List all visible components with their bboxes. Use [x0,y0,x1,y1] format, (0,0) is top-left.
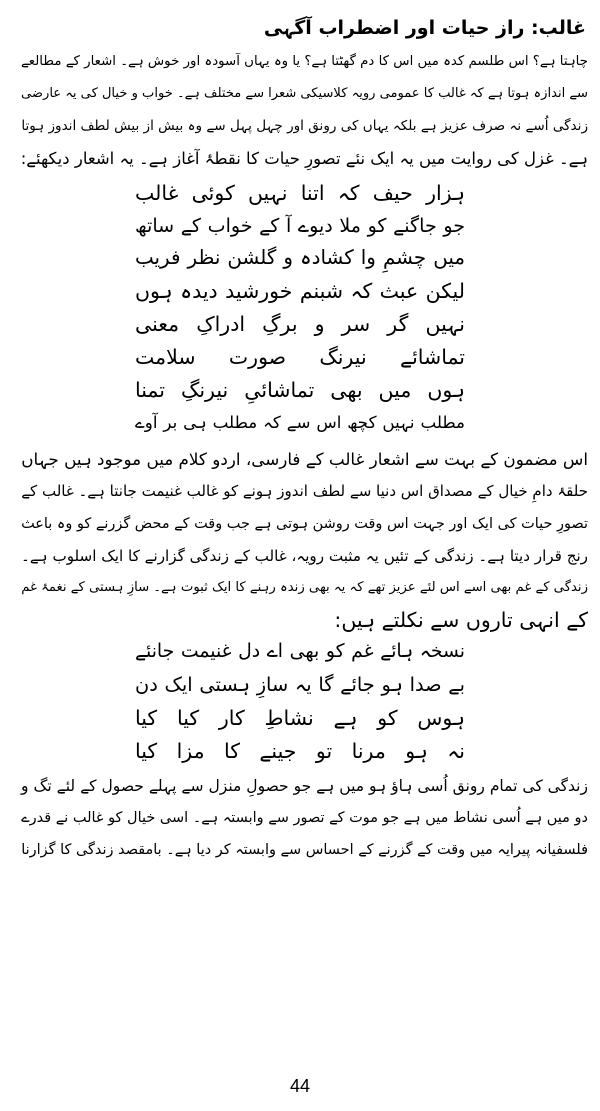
text-line: سے اندازہ ہوتا ہے کہ غالب کا عمومی رویہ کلاسیکی شعرا سے مختلف ہے۔ خواب و خیال کی یہ عارضی [21,86,588,102]
text-line: کے انہی تاروں سے نکلتے ہیں: [334,608,588,633]
verse-line: ہوس کو ہے نشاطِ کار کیا کیا [135,706,465,730]
text-line: ہے۔ غزل کی روایت میں یہ ایک نئے تصورِ حیات کا نقطۂ آغاز ہے۔ یہ اشعار دیکھئے: [20,148,588,168]
paragraph-3 [12,770,588,867]
text-line: حلقۂ دامِ خیال کے مصداق اس دنیا سے لطف اندوز ہونے کو غالب غنیمت جانتا ہے۔ غالب کے [21,482,588,501]
verse-line: نہیں گر سر و برگِ ادراکِ معنی [135,312,465,336]
verse-line: نسخہ ہائے غم کو بھی اے دل غنیمت جانئے [135,641,465,663]
verse-line: بے صدا ہو جائے گا یہ سازِ ہستی ایک دن [135,673,465,697]
verse-block-1 [135,177,465,439]
verse-line: تماشائے نیرنگ صورت سلامت [135,344,465,369]
verse-line: مطلب نہیں کچھ اس سے کہ مطلب ہی بر آوے [135,412,465,433]
verse-line: جو جاگنے کو ملا دیوے آ کے خواب کے ساتھ [135,214,465,237]
text-line: چاہتا ہے؟ اس طلسم کدہ میں اس کا دم گھٹتا ہے؟ یا وہ یہاں آسودہ اور خوش ہے۔ اشعار کے مطالعے [20,54,588,69]
running-header: غالب: راز حیات اور اضطراب آگہی [263,17,586,39]
text-line: زندگی کے غم بھی اسے اس لئے عزیز تھے کہ یہ بھی زندہ رہنے کا ایک ثبوت ہے۔ سازِ ہستی کے نغمۂ غم [21,580,588,595]
page-number: 44 [289,1076,311,1096]
text-line: رنج قرار دیتا ہے۔ زندگی کے تئیں یہ مثبت رویہ، غالب کے زندگی گزارنے کا ایک اسلوب ہے۔ [21,546,588,565]
paragraph-2 [12,443,588,636]
verse-line: ہزار حیف کہ اتنا نہیں کوئی غالب [135,180,465,205]
text-line: فلسفیانہ پیرایہ میں وقت کے گزرنے کے احساس سے وابستہ کر دیا ہے۔ بامقصد زندگی کا گزارنا [21,842,588,858]
verse-line: نہ ہو مرنا تو جینے کا مزا کیا [135,738,465,763]
verse-line: لیکن عبث کہ شبنم خورشید دیدہ ہوں [135,279,465,304]
text-line: دو میں ہے اُسی نشاط میں ہے جو موت کے تصور سے وابستہ ہے۔ اسی خیال کو غالب نے قدرے [21,809,588,826]
text-line: زندگی کی تمام رونق اُسی ہاؤ ہو میں ہے جو حصولِ منزل سے پہلے حصول کے لئے تگ و [21,776,588,795]
text-line: تصورِ حیات کی ایک اور جہت اس وقت روشن ہوتی ہے جب وقت کے محض گزرنے کو وہ باعث [21,515,588,532]
text-line: اس مضمون کے بہت سے اشعار غالب کے فارسی، اردو کلام میں موجود ہیں جہاں [21,449,588,470]
paragraph-1 [12,46,588,175]
text-line: زندگی اُسے نہ صرف عزیز ہے بلکہ یہاں کی رونق اور چہل پہل سے وہ بیش از بیش لطف اندوز ہوتا [21,118,588,135]
verse-line: میں چشمِ وا کشادہ و گلشن نظر فریب [135,246,465,270]
verse-line: ہوں میں بھی تماشائیِ نیرنگِ تمنا [135,377,465,402]
verse-block-2 [135,636,465,767]
